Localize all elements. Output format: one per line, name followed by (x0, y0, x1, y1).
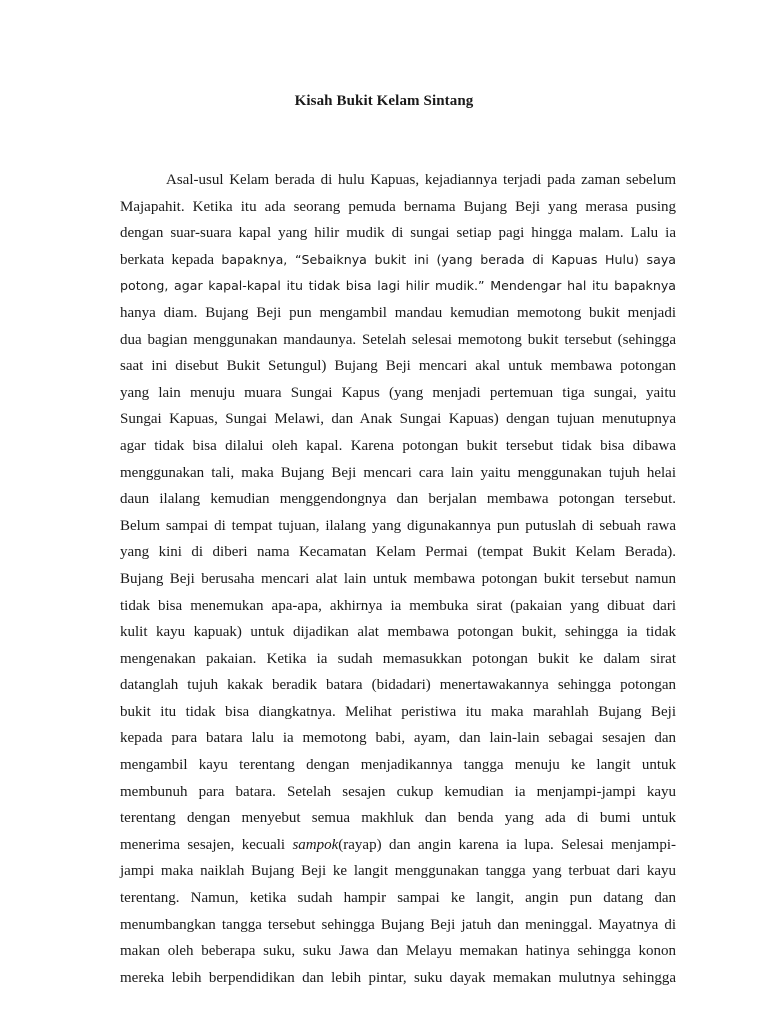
paragraph-line: menumbangkan tangga tersebut sehingga Bujang Beji jatuh dan meninggal. Mayatnya di (120, 916, 676, 933)
paragraph-line: mengambil kayu terentang dengan menjadikannya tangga menuju ke langit untuk (120, 757, 676, 774)
paragraph-line: hanya diam. Bujang Beji pun mengambil mandau kemudian memotong bukit menjadi (120, 304, 676, 321)
paragraph-line: Sungai Kapuas, Sungai Melawi, dan Anak Sungai Kapuas) dengan tujuan menutupnya (120, 411, 676, 428)
paragraph-line: membunuh para batara. Setelah sesajen cukup kemudian ia menjampi-jampi kayu (120, 783, 676, 800)
paragraph-line: potong, agar kapal-kapal itu tidak bisa lagi hilir mudik.” Mendengar hal itu bapaknya (120, 278, 676, 294)
paragraph-line: tidak bisa menemukan apa-apa, akhirnya ia membuka sirat (pakaian yang dibuat dari (120, 597, 676, 614)
quote-text: bapaknya, “Sebaiknya bukit ini (yang berada di Kapuas Hulu) saya (221, 251, 677, 267)
paragraph-line: Majapahit. Ketika itu ada seorang pemuda bernama Bujang Beji yang merasa pusing (120, 198, 676, 215)
paragraph-line: yang kini di diberi nama Kecamatan Kelam Permai (tempat Bukit Kelam Berada). (120, 544, 676, 561)
paragraph-line: daun ilalang kemudian menggendongnya dan berjalan membawa potongan tersebut. (120, 491, 676, 508)
paragraph-line: kepada para batara lalu ia memotong babi, ayam, dan lain-lain sebagai sesajen dan (120, 730, 676, 747)
paragraph-line: jampi maka naiklah Bujang Beji ke langit menggunakan tangga yang terbuat dari kayu (120, 863, 676, 880)
paragraph-line: yang lain menuju muara Sungai Kapus (yang menjadi pertemuan tiga sungai, yaitu (120, 384, 676, 401)
paragraph-line: terentang. Namun, ketika sudah hampir sampai ke langit, angin pun datang dan (120, 890, 676, 907)
paragraph-line: saat ini disebut Bukit Setungul) Bujang Beji mencari akal untuk membawa potongan (120, 358, 676, 375)
paragraph-line: makan oleh beberapa suku, suku Jawa dan Melayu memakan hatinya sehingga konon (120, 943, 676, 960)
paragraph-line: menggunakan tali, maka Bujang Beji mencari cara lain yaitu menggunakan tujuh helai (120, 464, 676, 481)
paragraph-line-text: berkata kepada (120, 251, 222, 268)
paragraph-line: dengan suar-suara kapal yang hilir mudik di sungai setiap pagi hingga malam. Lalu ia (120, 225, 676, 242)
paragraph-line: dua bagian menggunakan mandaunya. Setelah selesai memotong bukit tersebut (sehingga (120, 331, 676, 348)
paragraph-line: bukit itu tidak bisa diangkatnya. Melihat peristiwa itu maka marahlah Bujang Beji (120, 703, 676, 720)
paragraph-line (120, 832, 676, 859)
paragraph-line: Belum sampai di tempat tujuan, ilalang yang digunakannya pun putuslah di sebuah rawa (120, 517, 676, 534)
paragraph-line: terentang dengan menyebut semua makhluk dan benda yang ada di bumi untuk (120, 810, 676, 827)
paragraph-line-text: menerima sesajen, kecuali (120, 836, 293, 853)
paragraph-line: Bujang Beji berusaha mencari alat lain untuk membawa potongan bukit tersebut namun (120, 570, 676, 587)
paragraph-line: mereka lebih berpendidikan dan lebih pintar, suku dayak memakan mulutnya sehingga (120, 969, 676, 986)
page-title: Kisah Bukit Kelam Sintang (294, 93, 474, 109)
italic-term: sampok (292, 836, 339, 853)
paragraph-line: agar tidak bisa dilalui oleh kapal. Karena potongan bukit tersebut tidak bisa dibawa (120, 437, 676, 454)
paragraph-line-text: (rayap) dan angin karena ia lupa. Selesai menjampi- (338, 836, 676, 853)
paragraph-line (120, 247, 676, 274)
paragraph-line: mengenakan pakaian. Ketika ia sudah memasukkan potongan bukit ke dalam sirat (120, 650, 676, 667)
paragraph-line: datanglah tujuh kakak beradik batara (bidadari) menertawakannya sehingga potongan (120, 677, 676, 694)
paragraph-line: Asal-usul Kelam berada di hulu Kapuas, kejadiannya terjadi pada zaman sebelum (166, 172, 676, 188)
body-paragraph (120, 167, 676, 991)
paragraph-line: kulit kayu kapuak) untuk dijadikan alat membawa potongan bukit, sehingga ia tidak (120, 624, 676, 641)
